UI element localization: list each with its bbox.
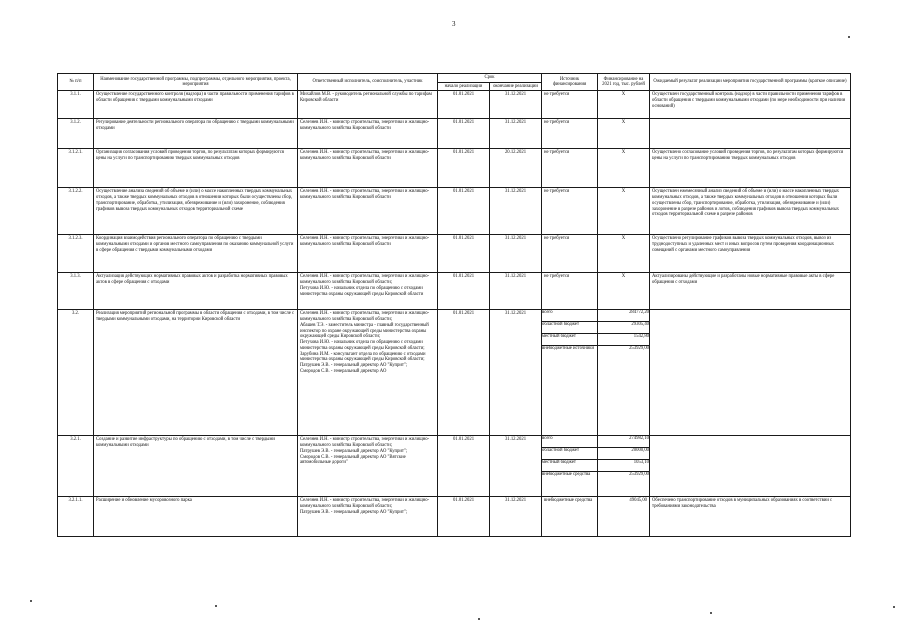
table-body [58, 91, 851, 537]
table-row [58, 119, 851, 149]
row-start-date: 01.01.2021 [438, 497, 490, 537]
table-row [58, 273, 851, 310]
table-row [58, 188, 851, 235]
row-source: не требуется [542, 119, 598, 149]
responsible-person: Патрушев Э.В. - генеральный директор АО "Куприт"; [300, 509, 408, 515]
source-item: местный бюджет [542, 460, 597, 472]
program-table [57, 73, 851, 537]
source-item: областной бюджет [542, 448, 597, 460]
row-amount: X [598, 235, 650, 273]
responsible-person: Селезнев И.Н. - министр строительства, энергетики и жилищно-коммунального хозяйства Кировской области; [300, 498, 430, 510]
amount-item: 20000,00 [598, 448, 649, 460]
responsible-person: Селезнев И.Н. - министр строительства, энергетики и жилищно-коммунального хозяйства Кировской области; [300, 311, 430, 323]
row-source: не требуется [542, 149, 598, 188]
row-start-date: 01.01.2021 [438, 436, 490, 497]
row-responsible [298, 188, 438, 235]
row-end-date: 31.12.2021 [490, 273, 542, 310]
responsible-person: Петухова И.Ю. - начальник отдела по обращению с отходами министерства охраны окружающей среды Кировской области; [300, 340, 425, 351]
row-source: не требуется [542, 273, 598, 310]
row-result [650, 119, 851, 149]
header-name: Наименование государственной программы, подпрограммы, отдельного мероприятия, проекта, мероприятия [94, 74, 298, 91]
amount-item: 253929,00 [629, 346, 649, 352]
row-amount: X [598, 188, 650, 235]
scan-speck [893, 606, 895, 608]
row-number: 3.2. [58, 310, 94, 436]
header-result: Ожидаемый результат реализации мероприятия государственной программы (краткое описание) [650, 74, 851, 91]
responsible-person: Селезнев И.Н. - министр строительства, энергетики и жилищно-коммунального хозяйства Кировской области [300, 189, 430, 201]
responsible-person: Селезнев И.Н. - министр строительства, энергетики и жилищно-коммунального хозяйства Кировской области; [300, 437, 430, 449]
row-name: Координация взаимодействия регионального оператора по обращению с твердыми коммунальными отходами и органов местного самоуправления по оказанию коммунальной услуги в сфере обращения с твердыми коммунальными отходами [94, 235, 298, 273]
source-item: внебюджетные средства [542, 472, 591, 478]
row-start-date: 01.01.2021 [438, 310, 490, 436]
scan-speck [710, 612, 712, 614]
row-responsible [298, 119, 438, 149]
header-source: Источник финансирования [542, 74, 598, 91]
scan-speck [30, 600, 32, 602]
responsible-person: Патрушев Э.В. - генеральный директор АО "Куприт"; [300, 448, 408, 454]
row-end-date: 31.12.2021 [490, 436, 542, 497]
row-name: Реализация мероприятий региональной программы в области обращения с отходами, в том числе с твердыми коммунальными отходами, на территории Кировской области [94, 310, 298, 436]
row-result: Осуществлен ежемесячный анализ сведений об объеме и (или) о массе накопленных твердых коммунальных отходов, а также твердых коммунальных отходов в отношении которых были осуществлены сбор, транспортирование, обработка, утилизация, обезвреживание и (или) захоронение в разрезе районов и лотов, соблюдения графиков вывоза твердых коммунальных отходов территориальной схеме в разрезе районов [650, 188, 851, 235]
responsible-person: Селезнев И.Н. - министр строительства, энергетики и жилищно-коммунального хозяйства Кировской области [300, 150, 430, 162]
row-start-date: 01.01.2021 [438, 273, 490, 310]
row-name: Расширение и обновление мусоровозного парка [94, 497, 298, 537]
row-end-date: 31.12.2021 [490, 91, 542, 119]
header-num: № п/п [58, 74, 94, 91]
row-end-date: 20.12.2021 [490, 149, 542, 188]
row-responsible [298, 436, 438, 497]
header-responsible: Ответственный исполнитель, соисполнитель, участник [298, 74, 438, 91]
table-row [58, 310, 851, 436]
row-amount: X [598, 149, 650, 188]
row-amount: X [598, 273, 650, 310]
row-responsible [298, 497, 438, 537]
row-responsible [298, 310, 438, 436]
responsible-person: Селезнев И.Н. - министр строительства, энергетики и жилищно-коммунального хозяйства Кировской области [300, 236, 430, 248]
row-start-date: 01.01.2021 [438, 91, 490, 119]
responsible-person: Патрушев Э.В. - генеральный директор АО "Куприт"; [300, 363, 408, 369]
source-item: областной бюджет [542, 322, 597, 334]
row-source [542, 436, 598, 497]
row-amount: X [598, 119, 650, 149]
row-number: 3.1.2. [58, 119, 94, 149]
row-responsible [298, 149, 438, 188]
responsible-person: Селезнев И.Н. - министр строительства, энергетики и жилищно-коммунального хозяйства Кировской области [300, 120, 430, 132]
row-number: 3.2.1.1. [58, 497, 94, 537]
row-number: 3.1.2.2. [58, 188, 94, 235]
row-result: Актуализированы действующие и разработаны новые нормативные правовые акты в сфере обращения с отходами [650, 273, 851, 310]
row-name: Осуществление государственного контроля (надзора) в части правильности применения тарифов в области обращения с твердыми коммунальными отходами [94, 91, 298, 119]
table-row [58, 235, 851, 273]
row-amount: 49045,00 [598, 497, 650, 537]
row-number: 3.1.2.1. [58, 149, 94, 188]
responsible-person: Михайлов М.В. - руководитель региональной службы по тарифам Кировской области [300, 92, 432, 104]
row-name: Регулирование деятельности регионального оператора по обращению с твердыми коммунальными отходами [94, 119, 298, 149]
row-name: Осуществление анализа сведений об объеме и (или) о массе накопленных твердых коммунальных отходов, а также твердых коммунальных отходов в отношении которых были осуществлены сбор, транспортирование, обработка, утилизация, обезвреживание и (или) захоронение, соблюдения графиков вывоза твердых коммунальных отходов территориальной схеме [94, 188, 298, 235]
row-start-date: 01.01.2021 [438, 188, 490, 235]
header-end: окончание реализации [490, 82, 542, 91]
scan-speck [215, 605, 217, 607]
row-name: Создание и развитие инфраструктуры по обращению с отходами, в том числе с твердыми коммунальными отходами [94, 436, 298, 497]
source-item: внебюджетные источники [542, 346, 595, 352]
header-start: начало реализации [438, 82, 490, 91]
source-item: местный бюджет [542, 334, 597, 346]
header-row [58, 74, 851, 83]
responsible-person: Селезнев И.Н. - министр строительства, энергетики и жилищно-коммунального хозяйства Кировской области; [300, 274, 430, 286]
row-responsible [298, 91, 438, 119]
row-end-date: 31.12.2021 [490, 119, 542, 149]
row-start-date: 01.01.2021 [438, 235, 490, 273]
row-end-date: 31.12.2021 [490, 497, 542, 537]
responsible-person: Смородов С.В. - генеральный директор АО [300, 368, 387, 374]
row-source [542, 310, 598, 436]
row-amount [598, 436, 650, 497]
row-source: внебюджетные средства [542, 497, 598, 537]
table-row [58, 149, 851, 188]
amount-item: 253929,00 [629, 472, 649, 478]
table-row [58, 91, 851, 119]
source-item: всего [542, 310, 597, 322]
responsible-person: Зарубина И.М. - консультант отдела по обращению с отходами министерства охраны окружающей среды Кировской области; [300, 351, 426, 363]
row-number: 3.1.2.3. [58, 235, 94, 273]
amount-item: 29305,40 [598, 322, 649, 334]
row-end-date: 31.12.2021 [490, 235, 542, 273]
row-end-date: 31.12.2021 [490, 188, 542, 235]
table-row [58, 436, 851, 497]
row-start-date: 01.01.2021 [438, 119, 490, 149]
row-number: 3.1.1. [58, 91, 94, 119]
amount-item: 284772,20 [598, 310, 649, 322]
responsible-person: Абашев Т.Э. - заместитель министра - главный государственный инспектор по охране окружающей среды министерства охраны окружающей среды Кировской области; [300, 322, 429, 340]
amount-item: 1053,10 [598, 460, 649, 472]
row-result: Осуществлено регулирование графиков вывоза твердых коммунальных отходов, вывоз из труднодоступных и удаленных мест и иных вопросов путем проведения координационных совещаний с органами местного самоуправления [650, 235, 851, 273]
row-end-date: 31.12.2021 [490, 310, 542, 436]
row-number: 3.1.3. [58, 273, 94, 310]
source-item: всего [542, 436, 597, 448]
page-number: 3 [452, 20, 456, 28]
row-result [650, 436, 851, 497]
responsible-person: Петухова И.Ю. - начальник отдела по обращению с отходами министерства охраны окружающей среды Кировской области [300, 285, 424, 297]
responsible-person: Смородов С.В. - генеральный директор АО "Вятские автомобильные дороги" [300, 454, 406, 466]
header-term: Срок [438, 74, 542, 83]
row-source: не требуется [542, 235, 598, 273]
row-result: Осуществлен государственный контроль (надзор) в части правильности применения тарифов в области обращения с твердыми коммунальными отходами (по мере необходимости при наличии оснований) [650, 91, 851, 119]
table-row [58, 497, 851, 537]
row-start-date: 01.01.2021 [438, 149, 490, 188]
row-amount: X [598, 91, 650, 119]
scan-speck [478, 618, 480, 620]
amount-item: 1542,80 [598, 334, 649, 346]
row-responsible [298, 273, 438, 310]
row-responsible [298, 235, 438, 273]
row-name: Организация согласования условий проведения торгов, по результатам которых формируются цены на услуги по транспортированию твердых коммунальных отходов [94, 149, 298, 188]
row-source: не требуется [542, 91, 598, 119]
header-funding: Финансирование на 2021 год, тыс. рублей [598, 74, 650, 91]
scan-speck [848, 36, 850, 38]
row-amount [598, 310, 650, 436]
row-result: Обеспечено транспортирование отходов в муниципальных образованиях в соответствии с требованиями законодательства [650, 497, 851, 537]
row-number: 3.2.1. [58, 436, 94, 497]
row-source: не требуется [542, 188, 598, 235]
row-name: Актуализация действующих нормативных правовых актов и разработка нормативных правовых актов в сфере обращения с отходами [94, 273, 298, 310]
row-result [650, 310, 851, 436]
amount-item: 274982,10 [598, 436, 649, 448]
row-result: Осуществлено согласование условий проведения торгов, по результатам которых формируются цены на услуги по транспортированию твердых коммунальных отходов [650, 149, 851, 188]
